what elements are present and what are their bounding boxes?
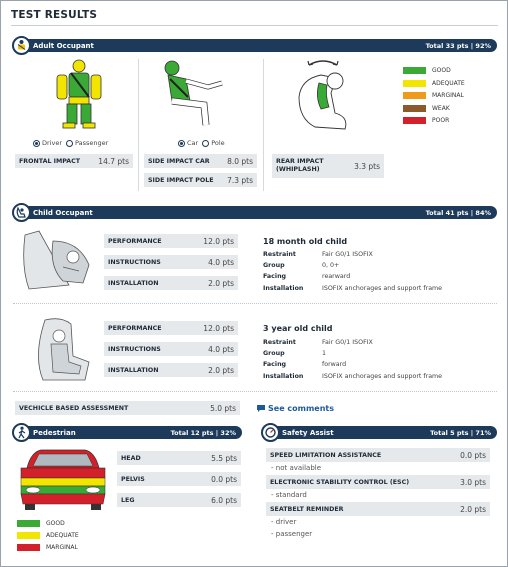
child-occupant-bar xyxy=(13,206,497,219)
child3-heading: 3 year old child xyxy=(263,324,333,333)
see-comments-link[interactable] xyxy=(256,404,334,413)
legend-weak: WEAK xyxy=(403,105,450,112)
child-occupant-total: Total 41 pts | 84% xyxy=(425,208,491,217)
legend-marginal: MARGINAL xyxy=(403,92,464,99)
pole-radio-label: Pole xyxy=(211,139,225,147)
rearward-child-seat-icon xyxy=(19,227,97,293)
car-pole-toggle xyxy=(178,139,225,147)
esc-note: - standard xyxy=(271,491,307,499)
electronic-stability-control: ELECTRONIC STABILITY CONTROL (ESC) 3.0 pts xyxy=(266,475,490,489)
safety-assist-bar xyxy=(262,426,497,439)
pedestrian-leg: LEG 6.0 pts xyxy=(117,493,241,507)
child-occupant-label: Child Occupant xyxy=(33,208,93,217)
pedestrian-icon xyxy=(12,423,31,442)
child3-installation-row: Installation ISOFIX anchorages and support frame xyxy=(263,373,443,380)
passenger-radio[interactable] xyxy=(66,140,73,147)
safety-assist-total: Total 5 pts | 71% xyxy=(430,428,491,437)
child3-installation: INSTALLATION 2.0 pts xyxy=(104,363,238,377)
side-impact-dummy-icon xyxy=(156,57,240,131)
child3-instructions: INSTRUCTIONS 4.0 pts xyxy=(104,342,238,356)
child18-installation: INSTALLATION 2.0 pts xyxy=(104,276,238,290)
ped-legend-marginal: MARGINAL xyxy=(17,544,78,551)
child3-performance: PERFORMANCE 12.0 pts xyxy=(104,321,238,335)
child18-instructions: INSTRUCTIONS 4.0 pts xyxy=(104,255,238,269)
seatbelt-reminder: SEATBELT REMINDER 2.0 pts xyxy=(266,502,490,516)
whiplash-seat-icon xyxy=(291,57,357,133)
frontal-impact-dummy-icon xyxy=(49,57,109,131)
adult-occupant-total: Total 33 pts | 92% xyxy=(425,41,491,50)
child3-restraint-row: Restraint Fair G0/1 ISOFIX xyxy=(263,339,373,346)
rear-impact-score xyxy=(272,154,384,178)
rear-impact-value: 3.3 pts xyxy=(354,161,380,171)
driver-radio[interactable] xyxy=(33,140,40,147)
forward-child-seat-icon xyxy=(31,316,93,384)
child18-heading: 18 month old child xyxy=(263,237,348,246)
see-comments-label: See comments xyxy=(268,404,335,413)
speed-limitation-assistance: SPEED LIMITATION ASSISTANCE 0.0 pts xyxy=(266,448,490,462)
legend-poor: POOR xyxy=(403,117,449,124)
child3-facing-row: Facing forward xyxy=(263,361,347,368)
child18-group-row: Group 0, 0+ xyxy=(263,262,340,269)
ped-legend-adequate: ADEQUATE xyxy=(17,532,79,539)
pole-radio[interactable] xyxy=(202,140,209,147)
driver-radio-label: Driver xyxy=(42,139,63,147)
child18-installation-row: Installation ISOFIX anchorages and support frame xyxy=(263,285,443,292)
legend-good: GOOD xyxy=(403,67,451,74)
seatbelt-note-passenger: - passenger xyxy=(271,530,313,538)
ped-legend-good: GOOD xyxy=(17,520,65,527)
title-divider xyxy=(11,25,498,26)
side-impact-car-label: SIDE IMPACT CAR xyxy=(148,157,210,165)
frontal-impact-value: 14.7 pts xyxy=(98,156,129,166)
child18-performance: PERFORMANCE 12.0 pts xyxy=(104,234,238,248)
car-radio-label: Car xyxy=(187,139,199,147)
divider xyxy=(263,59,264,191)
adult-occupant-icon xyxy=(12,36,31,55)
pedestrian-label: Pedestrian xyxy=(33,428,76,437)
comment-icon xyxy=(256,404,266,413)
vehicle-based-assessment-value: 5.0 pts xyxy=(210,403,236,413)
legend-adequate: ADEQUATE xyxy=(403,80,465,87)
safety-assist-label: Safety Assist xyxy=(282,428,334,437)
page-title: TEST RESULTS xyxy=(11,9,98,21)
rear-impact-sublabel: (WHIPLASH) xyxy=(276,166,320,173)
seatbelt-note-driver: - driver xyxy=(271,518,297,526)
vehicle-based-assessment-label: VECHICLE BASED ASSESSMENT xyxy=(19,404,129,412)
passenger-radio-label: Passenger xyxy=(75,139,109,147)
divider xyxy=(13,303,497,304)
side-impact-pole-score xyxy=(144,173,257,187)
pedestrian-bar xyxy=(13,426,242,439)
adult-occupant-label: Adult Occupant xyxy=(33,41,94,50)
safety-assist-icon xyxy=(261,423,280,442)
adult-occupant-bar xyxy=(13,39,497,52)
child18-restraint-row: Restraint Fair G0/1 ISOFIX xyxy=(263,251,373,258)
child-occupant-icon xyxy=(12,203,31,222)
vehicle-based-assessment xyxy=(15,401,240,415)
pedestrian-total: Total 12 pts | 32% xyxy=(170,428,236,437)
divider xyxy=(138,59,139,191)
side-impact-pole-label: SIDE IMPACT POLE xyxy=(148,176,214,184)
frontal-impact-label: FRONTAL IMPACT xyxy=(19,157,81,165)
pedestrian-head: HEAD 5.5 pts xyxy=(117,451,241,465)
child18-facing-row: Facing rearward xyxy=(263,273,351,280)
frontal-impact-score xyxy=(15,154,133,168)
divider xyxy=(13,391,497,392)
child3-group-row: Group 1 xyxy=(263,350,327,357)
pedestrian-pelvis: PELVIS 0.0 pts xyxy=(117,472,241,486)
driver-passenger-toggle xyxy=(33,139,108,147)
side-impact-pole-value: 7.3 pts xyxy=(227,175,253,185)
car-radio[interactable] xyxy=(178,140,185,147)
side-impact-car-score xyxy=(144,154,257,168)
side-impact-car-value: 8.0 pts xyxy=(227,156,253,166)
speed-limitation-note: - not available xyxy=(271,464,322,472)
car-front-pedestrian-map-icon xyxy=(17,444,109,512)
rear-impact-label: REAR IMPACT xyxy=(276,158,324,165)
